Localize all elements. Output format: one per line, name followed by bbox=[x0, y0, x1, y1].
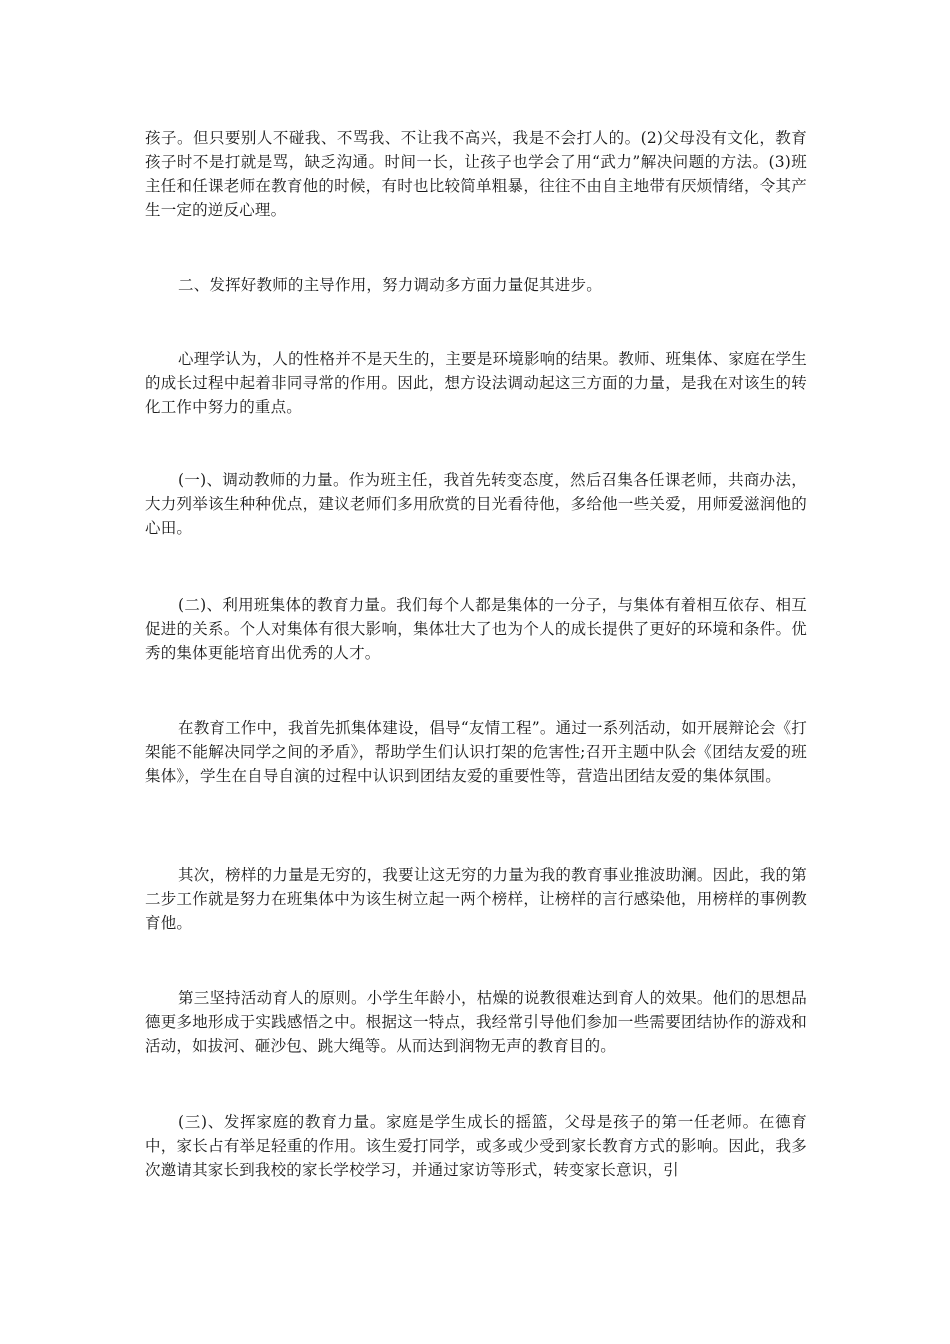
section-heading-teacher-role: 二、发挥好教师的主导作用，努力调动多方面力量促其进步。 bbox=[178, 276, 602, 294]
paragraph-teacher-power: (一)、调动教师的力量。作为班主任，我首先转变态度，然后召集各任课老师，共商办法，大力列举该生种种优点，建议老师们多用欣赏的目光看待他，多给他一些关爱，用师爱滋润他的心田。 bbox=[145, 471, 807, 537]
paragraph-activity-education: 第三坚持活动育人的原则。小学生年龄小，枯燥的说教很难达到育人的效果。他们的思想品德更多地形成于实践感悟之中。根据这一特点，我经常引导他们参加一些需要团结协作的游戏和活动，如拔河、砸沙包、跳大绳等。从而达到润物无声的教育目的。 bbox=[145, 989, 807, 1055]
paragraph-role-models: 其次，榜样的力量是无穷的，我要让这无穷的力量为我的教育事业推波助澜。因此，我的第二步工作就是努力在班集体中为该生树立起一两个榜样，让榜样的言行感染他，用榜样的事例教育他。 bbox=[145, 866, 807, 932]
paragraph-continued-causes: 孩子。但只要别人不碰我、不骂我、不让我不高兴，我是不会打人的。(2)父母没有文化，教育孩子时不是打就是骂，缺乏沟通。时间一长，让孩子也学会了用“武力”解决问题的方法。(3)班主任和任课老师在教育他的时候，有时也比较简单粗暴，往往不由自主地带有厌烦情绪，令其产生一定的逆反心理。 bbox=[145, 129, 807, 219]
paragraph-class-collective: (二)、利用班集体的教育力量。我们每个人都是集体的一分子，与集体有着相互依存、相互促进的关系。个人对集体有很大影响，集体壮大了也为个人的成长提供了更好的环境和条件。优秀的集体更能培育出优秀的人才。 bbox=[145, 596, 807, 662]
paragraph-family-power: (三)、发挥家庭的教育力量。家庭是学生成长的摇篮，父母是孩子的第一任老师。在德育中，家长占有举足轻重的作用。该生爱打同学，或多或少受到家长教育方式的影响。因此，我多次邀请其家长到我校的家长学校学习，并通过家访等形式，转变家长意识，引 bbox=[145, 1113, 807, 1179]
paragraph-collective-building: 在教育工作中，我首先抓集体建设，倡导“友情工程”。通过一系列活动，如开展辩论会《打架能不能解决同学之间的矛盾》，帮助学生们认识打架的危害性;召开主题中队会《团结友爱的班集体》，学生在自导自演的过程中认识到团结友爱的重要性等，营造出团结友爱的集体氛围。 bbox=[145, 719, 807, 785]
paragraph-psychology: 心理学认为，人的性格并不是天生的，主要是环境影响的结果。教师、班集体、家庭在学生的成长过程中起着非同寻常的作用。因此，想方设法调动起这三方面的力量，是我在对该生的转化工作中努力的重点。 bbox=[145, 350, 807, 416]
